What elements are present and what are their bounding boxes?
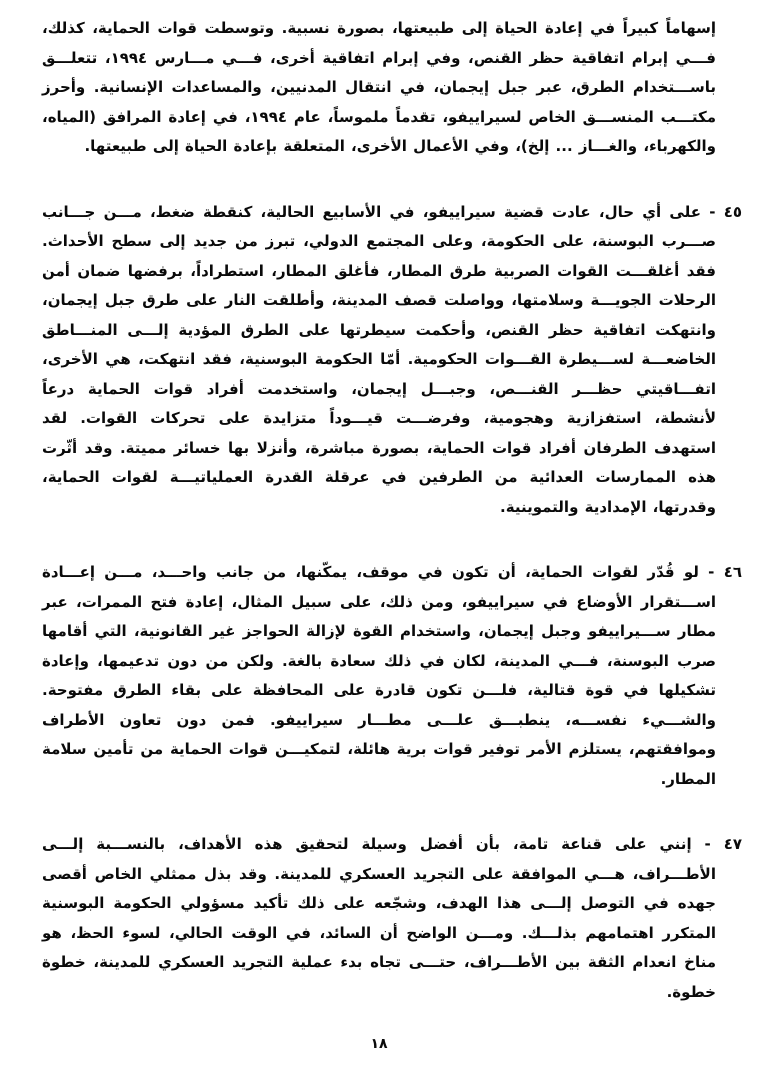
paragraph-47-text: إنني على قناعة تامة، بأن أفضل وسيلة لتحقيق هذه الأهداف، بالنســـبة إلـــى الأطـــراف، هـــي الموافقة على التجريد العسكري للمدينة. وقد بذل ممثلي الخاص أقصى جهده في التوصل إلـــى هذا الهدف، وشجّعه على ذلك تأكيد مسؤولي الحكومة البوسنية المتكرر اهتمامهم بذلـــك. ومـــن الواضح أن السائد، في الوقت الحالي، لسوء الحظ، هو مناخ انعدام الثقة بين الأطـــراف، حتـــى تجاه بدء عملية التجريد العسكري للمدينة، خطوة خطوة. (42, 835, 716, 1001)
paragraph-46-separator: - (698, 563, 724, 581)
page-number: ١٨ (370, 1036, 388, 1052)
paragraph-continuation: إسهاماً كبيراً في إعادة الحياة إلى طبيعتها، بصورة نسبية. وتوسطت قوات الحماية، كذلك، فـــي إبرام اتفاقية حظر القنص، وفي إبرام اتفاقية أخرى، فـــي مـــارس ١٩٩٤، تتعلـــق باســـتخدام الطرق، عبر جبل إيجمان، في انتقال المدنيين، والمساعدات الإنسانية. وأحرز مكتـــب المنســـق الخاص لسيراييفو، تقدماً ملموساً، عام ١٩٩٤، في إعادة المرافق (المياه، والكهرباء، والغـــاز ... إلخ)، وفي الأعمال الأخرى، المتعلقة بإعادة الحياة إلى طبيعتها. (42, 19, 716, 155)
paragraph-47-number: ٤٧ (723, 835, 743, 853)
paragraph-45-separator: - (700, 202, 724, 221)
paragraph-45-text: على أي حال، عادت قضية سيراييفو، في الأسابيع الحالية، كنقطة ضغط، مـــن جـــانب صـــرب البوسنة، على الحكومة، وعلى المجتمع الدولي، تبرز من جديد إلى سطح الأحداث. فقد أغلقـــت القوات الصربية طرق المطار، فأغلق المطار، استطراداً، برفضها ضمان أمن الرحلات الجويـــة وسلامتها، وواصلت قصف المدينة، وأطلقت النار على طرق جبل إيجمان، وانتهكت اتفاقية حظر القنص، وأحكمت سيطرتها على الطرق المؤدية إلـــى المنـــاطق الخاضعـــة لســـيطرة القـــوات الحكومية. أمّا الحكومة البوسنية، فقد انتهكت، هي الأخرى، اتفـــاقيتي حظـــر القنـــص، وجبـــل إيجمان، واستخدمت أفراد قوات الحماية درعاً لأنشطة، استفزازية وهجومية، وفرضـــت قيـــوداً متزايدة على تحركات القوات. لقد استهدف الطرفان أفراد قوات الحماية، بصورة مباشرة، وأنزلا بها خسائر مميتة. وقد أثّرت هذه الممارسات العدائية من الطرفين في عرقلة القدرة العملياتيـــة لقوات الحماية، وقدرتها، الإمدادية والتموينية. (42, 202, 716, 516)
paragraph-47-separator: - (691, 835, 724, 853)
paragraph-46-number: ٤٦ (723, 563, 742, 581)
paragraph-46 (42, 558, 742, 794)
paragraph-47 (42, 830, 742, 1007)
paragraph-46-text: لو قُدّر لقوات الحماية، أن تكون في موقف، يمكّنها، من جانب واحـــد، مـــن إعـــادة اســـتقرار الأوضاع في سيراييفو، ومن ذلك، على سبيل المثال، إعادة فتح الممرات، عبر مطار ســـيراييفو وجبل إيجمان، واستخدام القوة لإزالة الحواجز غير القانونية، التي أقامها صرب البوسنة، فـــي المدينة، لكان في ذلك سعادة بالغة. ولكن من دون تدعيمها، وإعادة تشكيلها في قوة قتالية، فلـــن تكون قادرة على المحافظة على بقاء الطرق مفتوحة. والشـــيء نفســـه، ينطبـــق علـــى مطـــار سيراييفو. فمن دون تعاون الأطراف وموافقتهم، يستلزم الأمر توفير قوات برية هائلة، لتمكيـــن قوات الحماية من تأمين سلامة المطار. (42, 563, 716, 788)
paragraph-45-number: ٤٥ (723, 202, 743, 221)
paragraph-45 (42, 198, 742, 523)
